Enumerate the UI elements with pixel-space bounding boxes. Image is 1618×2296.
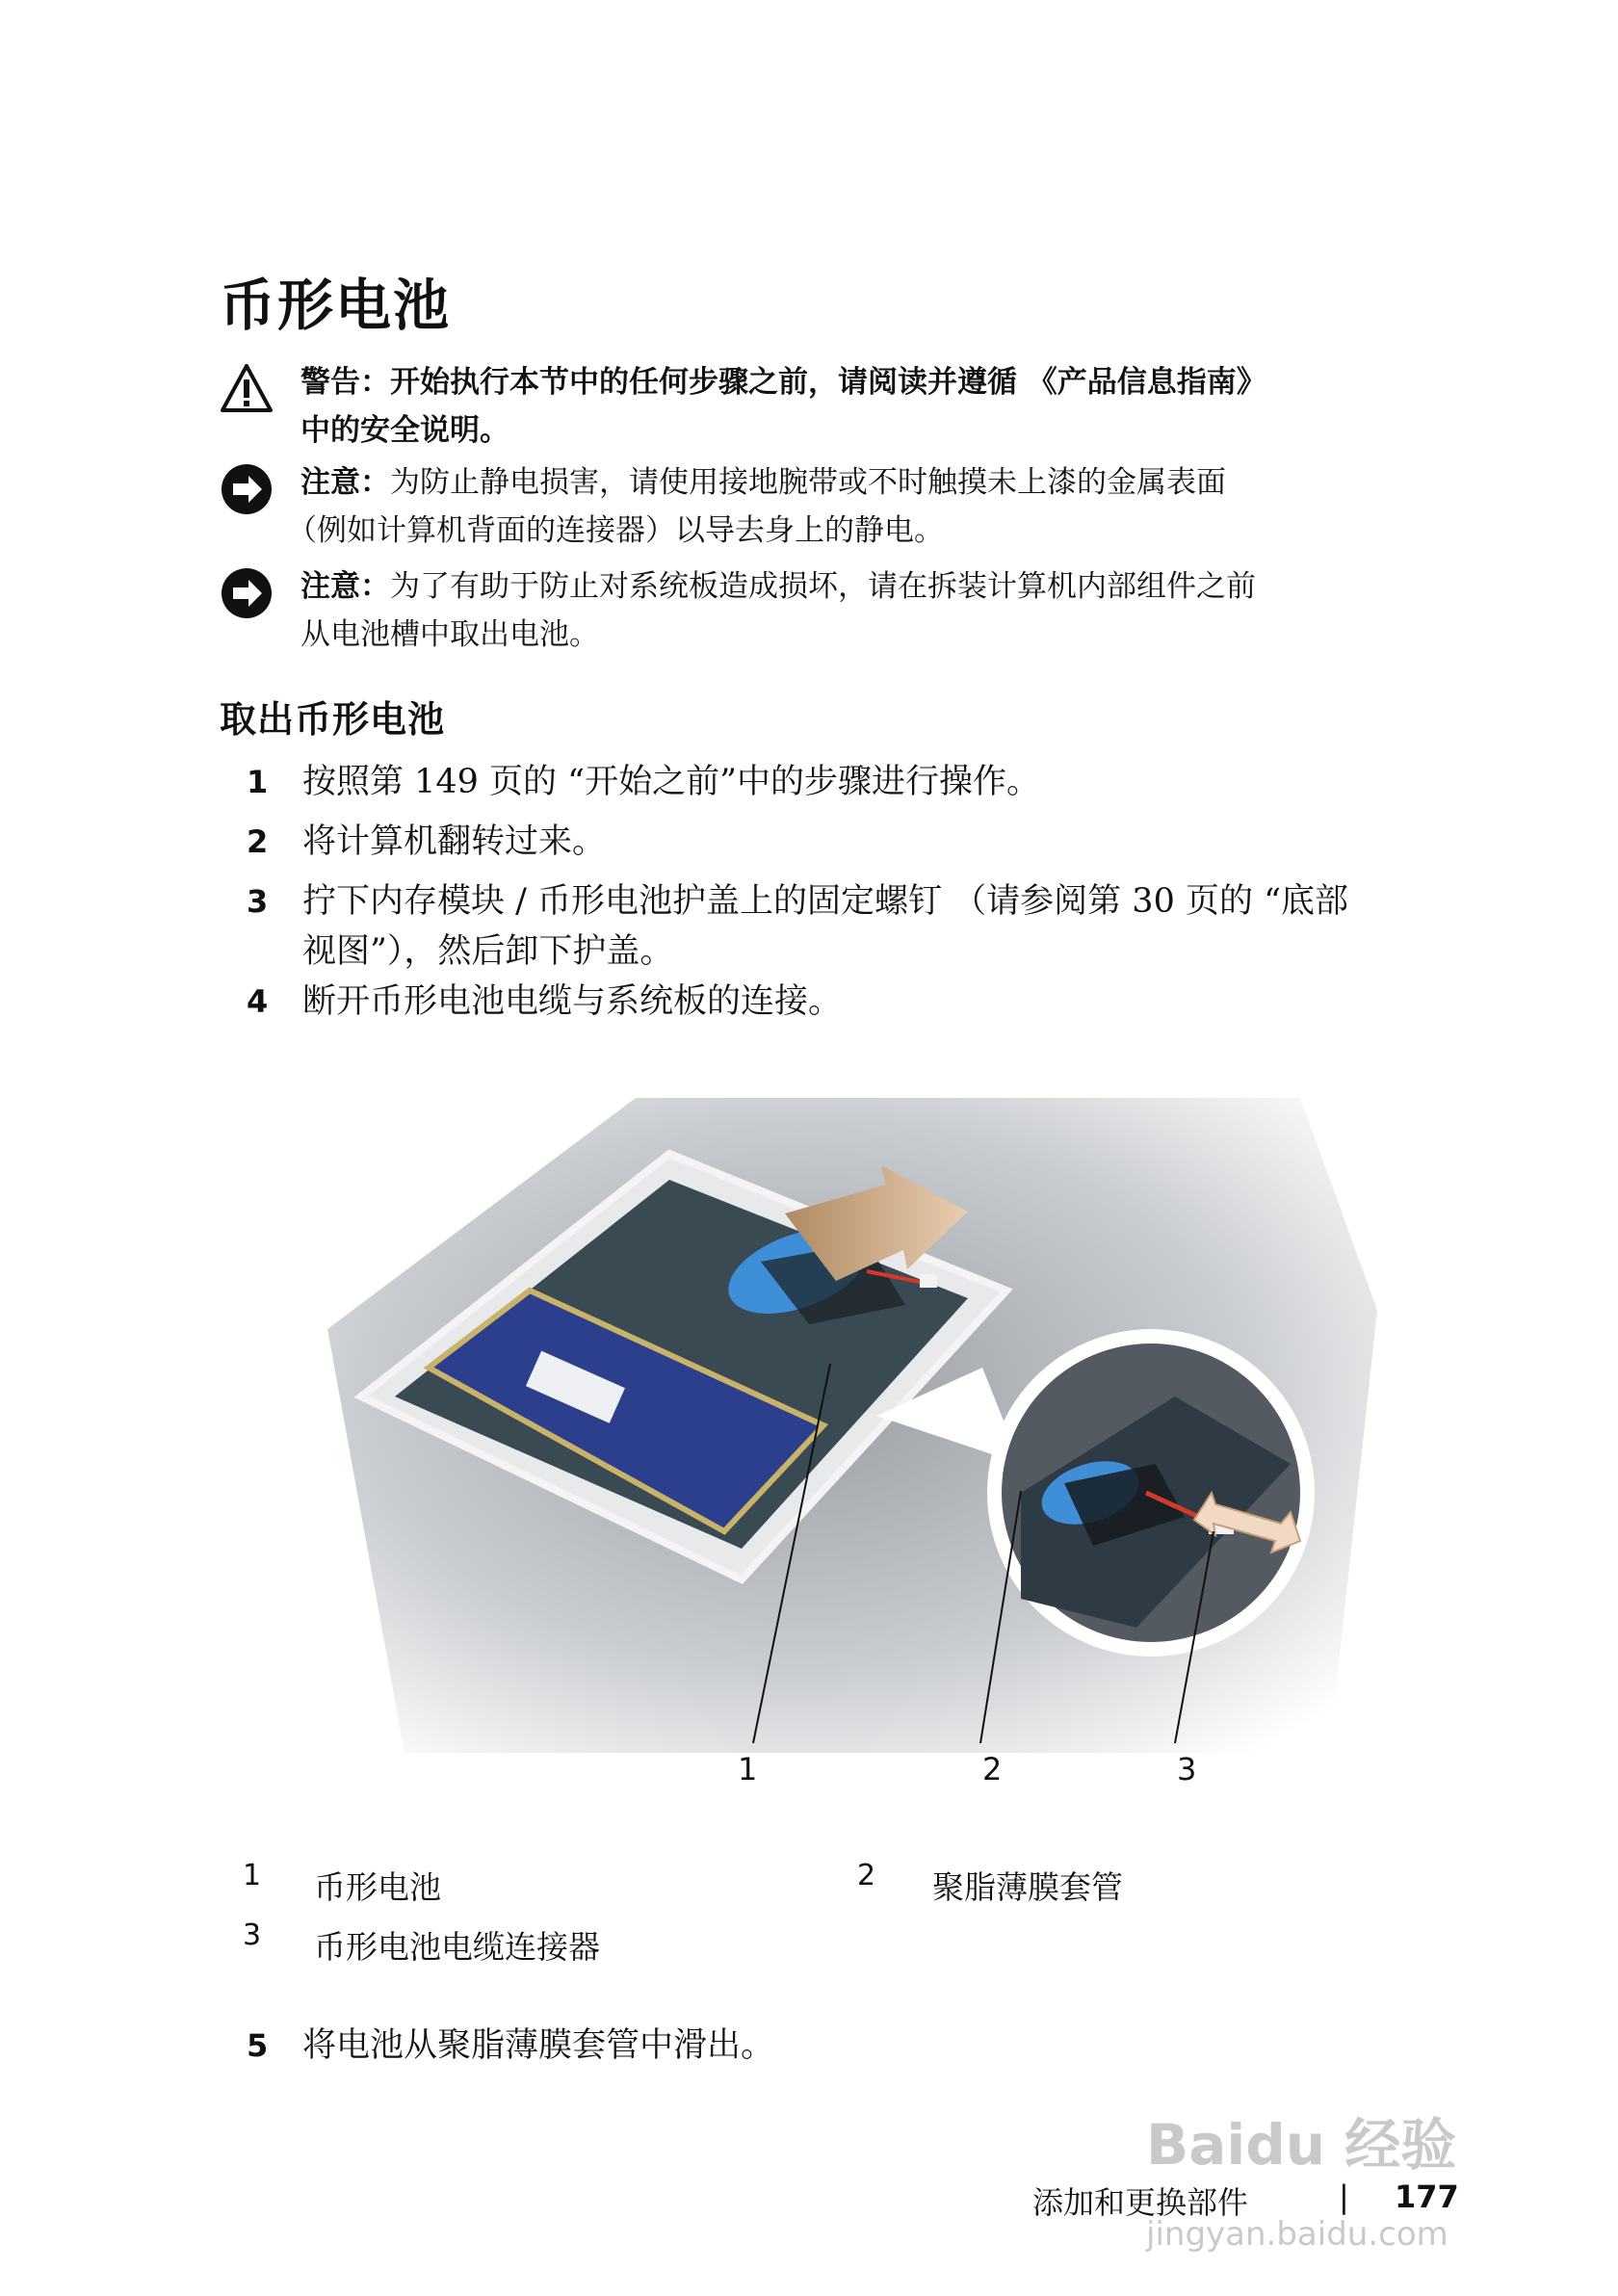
footer-section: 添加和更换部件 — [1032, 2184, 1249, 2221]
warning-triangle-icon — [220, 362, 274, 416]
step-item — [247, 2021, 1489, 2071]
coin-battery-illustration — [289, 1079, 1377, 1811]
callout-number: 2 — [982, 1751, 1003, 1787]
battery-connector — [920, 1274, 937, 1288]
legend-label: 聚脂薄膜套管 — [932, 1868, 1123, 1906]
step-number: 4 — [247, 983, 269, 1020]
notice-line1: 为防止静电损害，请使用接地腕带或不时触摸未上漆的金属表面 — [390, 465, 1226, 500]
warning-line1: 开始执行本节中的任何步骤之前，请阅读并遵循 《产品信息指南》 — [390, 365, 1266, 400]
step-text: 按照第 149 页的 “开始之前”中的步骤进行操作。 — [302, 763, 1040, 801]
legend-label: 币形电池电缆连接器 — [314, 1928, 600, 1966]
step-item — [247, 977, 1489, 1027]
step-item — [247, 817, 1489, 867]
legend-number: 1 — [243, 1859, 262, 1892]
step-text: 将计算机翻转过来。 — [302, 822, 607, 861]
step-text: 将电池从聚脂薄膜套管中滑出。 — [302, 2026, 775, 2065]
step-text: 拧下内存模块 / 币形电池护盖上的固定螺钉 （请参阅第 30 页的 “底部 — [302, 882, 1348, 921]
notice-label: 注意： — [300, 569, 390, 604]
footer-page-number: 177 — [1395, 2179, 1459, 2215]
notice-line2: （例如计算机背面的连接器）以导去身上的静电。 — [287, 513, 944, 548]
notice-circle-arrow-icon — [220, 566, 274, 620]
legend-label: 币形电池 — [314, 1868, 441, 1906]
footer-separator: | — [1339, 2179, 1349, 2215]
step-number: 2 — [247, 823, 269, 860]
step-text: 断开币形电池电缆与系统板的连接。 — [302, 982, 843, 1021]
notice-circle-arrow-icon — [220, 462, 274, 516]
warning-notice — [220, 358, 1472, 455]
section-title: 币形电池 — [220, 273, 452, 338]
step-number: 3 — [247, 883, 269, 920]
notice-battery — [220, 562, 1472, 659]
watermark-brand: Baidu 经验 — [1146, 2112, 1457, 2178]
callout-number: 3 — [1177, 1751, 1197, 1787]
step-item — [247, 757, 1489, 807]
callout-number: 1 — [738, 1751, 758, 1787]
step-item — [247, 876, 1489, 977]
notice-label: 注意： — [300, 465, 390, 500]
step-number: 1 — [247, 764, 269, 800]
step-text-continued: 视图”），然后卸下护盖。 — [302, 932, 674, 971]
notice-line1: 为了有助于防止对系统板造成损坏，请在拆装计算机内部组件之前 — [390, 569, 1256, 604]
subsection-title: 取出币形电池 — [220, 698, 446, 741]
warning-label: 警告： — [300, 365, 390, 400]
watermark-url: jingyan.baidu.com — [1146, 2215, 1448, 2254]
legend-number: 2 — [857, 1859, 876, 1892]
notice-static — [220, 458, 1472, 555]
notice-line2: 从电池槽中取出电池。 — [300, 617, 599, 652]
legend-number: 3 — [243, 1918, 262, 1952]
warning-line2: 中的安全说明。 — [300, 413, 509, 448]
step-number: 5 — [247, 2027, 269, 2064]
